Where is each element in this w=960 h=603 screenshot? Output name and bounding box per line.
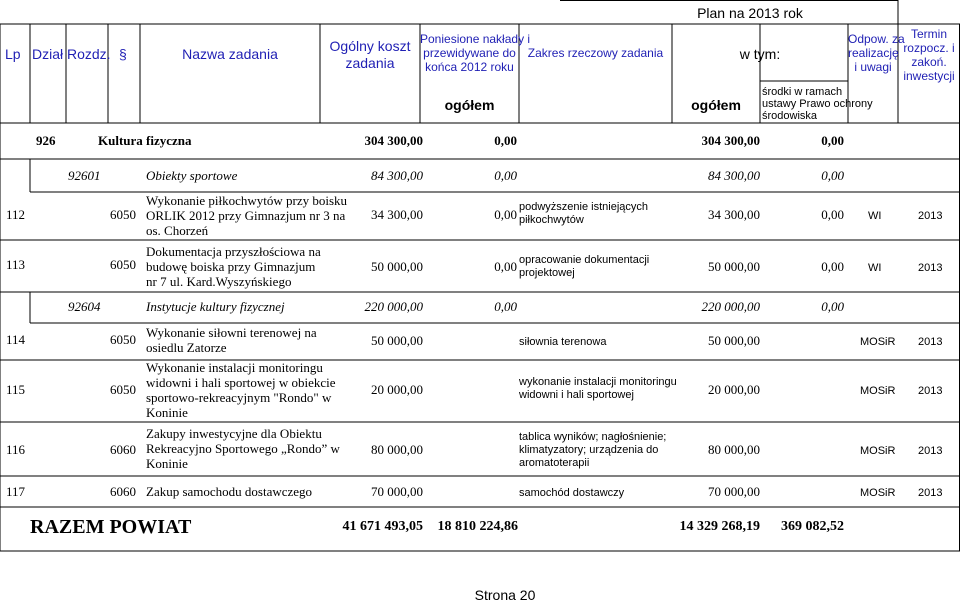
row-115-lp: 115: [6, 382, 26, 397]
header-srodki-l1: środki w ramach: [762, 86, 843, 98]
sub-92601-ogolny: 84 300,00: [371, 168, 423, 183]
sub-92604-name: Instytucje kultury fizycznej: [146, 299, 285, 314]
total-ogolny: 41 671 493,05: [342, 519, 423, 534]
row-117-odpow: MOSiR: [860, 487, 896, 499]
row-114-zakres: siłownia terenowa: [519, 336, 607, 348]
row-113-name-l1: Dokumentacja przyszłościowa na: [146, 244, 321, 259]
row-113-poniesione: 0,00: [494, 259, 517, 274]
header-termin-l2: rozpocz. i: [903, 41, 955, 55]
row-116-ogolem: 80 000,00: [708, 442, 760, 457]
row-115-name-l1: Wykonanie instalacji monitoringu: [146, 360, 323, 375]
row-113-zakres-l1: opracowanie dokumentacji: [519, 254, 650, 266]
row-115-ogolem: 20 000,00: [708, 382, 760, 397]
header-termin-l1: Termin: [910, 27, 947, 41]
section-926-srodki: 0,00: [821, 133, 844, 148]
row-117-par: 6060: [110, 484, 136, 499]
row-113-name-l2: budowę boiska przy Gimnazjum: [146, 259, 316, 274]
row-112-ogolem: 34 300,00: [708, 207, 760, 222]
row-114-ogolny: 50 000,00: [371, 333, 423, 348]
row-112-par: 6050: [110, 207, 136, 222]
row-112-lp: 112: [6, 207, 26, 222]
header-zakres: Zakres rzeczowy zadania: [527, 46, 664, 60]
row-113-ogolny: 50 000,00: [371, 259, 423, 274]
row-113-odpow: WI: [868, 262, 882, 274]
row-113-lp: 113: [6, 257, 26, 272]
header-ogolem-2: ogółem: [691, 97, 741, 113]
row-116-odpow: MOSiR: [860, 445, 896, 457]
header-poniesione-l3: końca 2012 roku: [425, 60, 514, 74]
header-wtym: w tym:: [739, 46, 781, 62]
header-poniesione-l2: przewidywane do: [423, 46, 516, 60]
section-926-name: Kultura fizyczna: [98, 133, 192, 148]
row-116-name-l3: Koninie: [146, 456, 188, 471]
header-lp: Lp: [5, 46, 21, 62]
row-114-par: 6050: [110, 332, 136, 347]
row-116-name-l1: Zakupy inwestycyjne dla Obiektu: [146, 426, 322, 441]
row-116-name-l2: Rekreacyjno Sportowego „Rondo” w: [146, 441, 340, 456]
total-ogolem: 14 329 268,19: [679, 519, 760, 534]
header-srodki-l3: środowiska: [762, 110, 818, 122]
row-115-name-l2: widowni i hali sportowej w obiekcie: [146, 375, 336, 390]
row-114-termin: 2013: [918, 336, 943, 348]
sub-92601-name: Obiekty sportowe: [146, 168, 238, 183]
page-number: Strona 20: [474, 587, 536, 603]
header-paragraph: §: [119, 46, 127, 62]
row-113-zakres-l2: projektowej: [519, 267, 575, 279]
header-rozdz: Rozdz.: [67, 46, 111, 62]
row-117-ogolem: 70 000,00: [708, 484, 760, 499]
row-117-lp: 117: [6, 484, 26, 499]
row-112-zakres-l1: podwyższenie istniejących: [519, 201, 649, 213]
row-115-termin: 2013: [918, 385, 943, 397]
row-112-zakres-l2: piłkochwytów: [519, 214, 584, 226]
header-ogolem-1: ogółem: [444, 97, 495, 113]
section-926-code: 926: [36, 133, 56, 148]
row-115-par: 6050: [110, 382, 136, 397]
row-115-ogolny: 20 000,00: [371, 382, 423, 397]
header-termin-l4: inwestycji: [903, 69, 955, 83]
row-116-zakres-l1: tablica wyników; nagłośnienie;: [519, 431, 667, 443]
header-termin-l3: zakoń.: [911, 55, 947, 69]
row-114-name-l2: osiedlu Zatorze: [146, 340, 227, 355]
header-dzial: Dział: [32, 46, 64, 62]
row-113-termin: 2013: [918, 262, 943, 274]
row-115-name-l3: sportowo-rekreacyjnym "Rondo" w: [146, 390, 332, 405]
row-114-lp: 114: [6, 332, 26, 347]
sub-92604-ogolem: 220 000,00: [701, 299, 760, 314]
row-115-name-l4: Koninie: [146, 405, 188, 420]
row-114-odpow: MOSiR: [860, 336, 896, 348]
row-115-zakres-l1: wykonanie instalacji monitoringu: [519, 376, 677, 388]
sub-92601-code: 92601: [68, 168, 101, 183]
row-116-zakres-l3: aromatoterapii: [519, 457, 590, 469]
sub-92604-code: 92604: [68, 299, 101, 314]
row-117-termin: 2013: [918, 487, 943, 499]
row-113-srodki: 0,00: [821, 259, 844, 274]
row-116-par: 6060: [110, 442, 136, 457]
section-926-ogolem: 304 300,00: [701, 133, 760, 148]
row-113-par: 6050: [110, 257, 136, 272]
total-poniesione: 18 810 224,86: [437, 519, 518, 534]
sub-92601-poniesione: 0,00: [494, 168, 517, 183]
header-odpow-l2: realizację: [848, 46, 899, 60]
sub-92604-ogolny: 220 000,00: [364, 299, 423, 314]
sub-92601-ogolem: 84 300,00: [708, 168, 760, 183]
row-115-zakres-l2: widowni i hali sportowej: [519, 389, 634, 401]
row-116-zakres-l2: klimatyzatory; urządzenia do: [519, 444, 659, 456]
row-112-odpow: WI: [868, 210, 882, 222]
row-112-name-l2: ORLIK 2012 przy Gimnazjum nr 3 na: [146, 208, 346, 223]
header-nazwa: Nazwa zadania: [182, 46, 278, 62]
total-srodki: 369 082,52: [781, 519, 844, 534]
row-113-name-l3: nr 7 ul. Kard.Wyszyńskiego: [146, 274, 292, 289]
row-117-name: Zakup samochodu dostawczego: [146, 484, 313, 499]
row-112-poniesione: 0,00: [494, 207, 517, 222]
header-odpow-l3: i uwagi: [854, 60, 892, 74]
row-116-lp: 116: [6, 442, 26, 457]
header-ogolny-l2: zadania: [345, 55, 395, 71]
row-114-name-l1: Wykonanie siłowni terenowej na: [146, 325, 317, 340]
sub-92601-srodki: 0,00: [821, 168, 844, 183]
row-112-name-l3: os. Chorzeń: [146, 223, 209, 238]
row-112-srodki: 0,00: [821, 207, 844, 222]
sub-92604-srodki: 0,00: [821, 299, 844, 314]
row-112-ogolny: 34 300,00: [371, 207, 423, 222]
plan-year-heading: Plan na 2013 rok: [697, 5, 803, 21]
row-116-ogolny: 80 000,00: [371, 442, 423, 457]
section-926-poniesione: 0,00: [494, 133, 517, 148]
row-114-ogolem: 50 000,00: [708, 333, 760, 348]
header-srodki-l2: ustawy Prawo ochrony: [762, 98, 873, 110]
row-112-name-l1: Wykonanie piłkochwytów przy boisku: [146, 193, 348, 208]
row-112-termin: 2013: [918, 210, 943, 222]
row-117-ogolny: 70 000,00: [371, 484, 423, 499]
header-ogolny-l1: Ogólny koszt: [329, 38, 411, 54]
row-117-zakres: samochód dostawczy: [519, 487, 625, 499]
row-113-ogolem: 50 000,00: [708, 259, 760, 274]
header-odpow-l1: Odpow. za: [848, 32, 905, 46]
total-label: RAZEM POWIAT: [30, 516, 192, 538]
sub-92604-poniesione: 0,00: [494, 299, 517, 314]
header-poniesione-l1: Poniesione nakłady i: [420, 32, 531, 46]
row-116-termin: 2013: [918, 445, 943, 457]
row-115-odpow: MOSiR: [860, 385, 896, 397]
section-926-ogolny: 304 300,00: [364, 133, 423, 148]
